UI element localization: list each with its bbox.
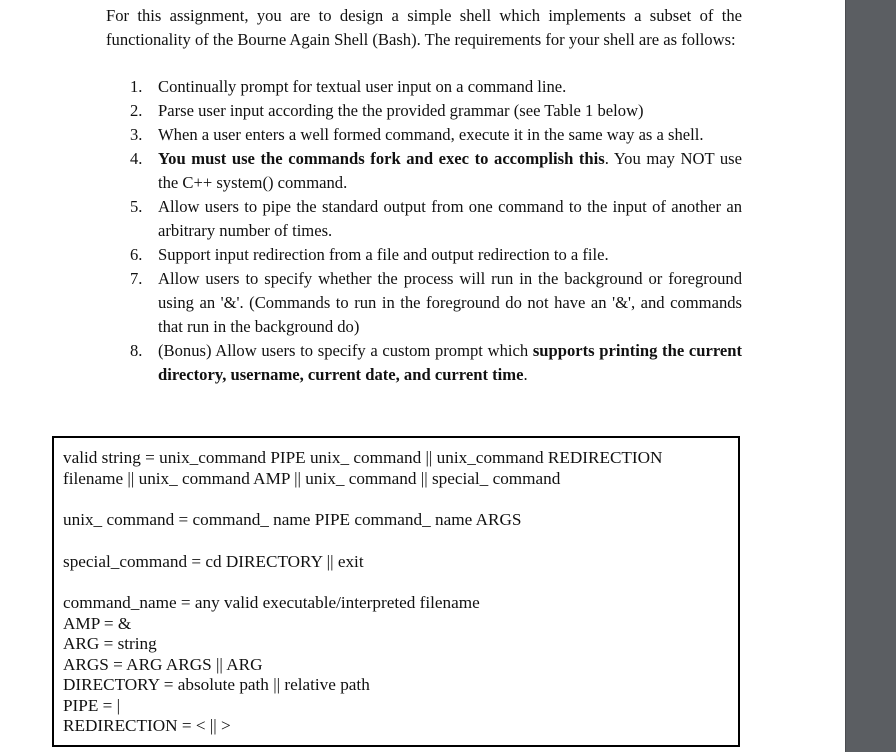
list-item	[130, 75, 742, 99]
list-text	[158, 339, 742, 387]
list-item	[130, 99, 742, 123]
requirements-list	[130, 75, 742, 387]
list-item	[130, 147, 742, 195]
grammar-line: AMP = &	[63, 613, 132, 633]
grammar-line: unix_ command = command_ name PIPE command_ name ARGS	[63, 510, 522, 529]
grammar-line: PIPE = |	[63, 695, 121, 715]
list-item	[130, 123, 742, 147]
list-text: Allow users to specify whether the process will run in the background or foreground using an '&'. (Commands to run in the foreground do not have an '&', and commands that run in the background do)	[158, 269, 742, 336]
grammar-line: REDIRECTION = < || >	[63, 716, 231, 735]
list-plain-text: (Bonus) Allow users to specify a custom prompt which	[158, 341, 533, 360]
list-number: 4.	[130, 149, 143, 168]
grammar-line: filename || unix_ command AMP || unix_ command || special_ command	[63, 468, 561, 488]
list-bold-text: You must use the commands fork and exec to accomplish this	[158, 149, 605, 168]
list-item	[130, 267, 742, 339]
list-number: 7.	[130, 269, 143, 288]
grammar-table	[52, 436, 740, 747]
list-text	[158, 147, 742, 195]
grammar-line: DIRECTORY = absolute path || relative path	[63, 675, 370, 694]
list-text: Support input redirection from a file and output redirection to a file.	[158, 245, 609, 264]
list-number: 3.	[130, 125, 143, 144]
list-number: 8.	[130, 341, 143, 360]
list-text: Allow users to pipe the standard output from one command to the input of another an arbitrary number of times.	[158, 197, 742, 240]
list-text: Parse user input according the the provided grammar (see Table 1 below)	[158, 101, 644, 120]
list-item	[130, 339, 742, 387]
grammar-line: valid string = unix_command PIPE unix_ command || unix_command REDIRECTION	[63, 448, 663, 467]
list-text: When a user enters a well formed command, execute it in the same way as a shell.	[158, 125, 704, 144]
list-item	[130, 195, 742, 243]
list-number: 6.	[130, 245, 143, 264]
grammar-line: ARG = string	[63, 634, 157, 653]
list-tail-text: .	[523, 365, 528, 384]
grammar-line: ARGS = ARG ARGS || ARG	[63, 654, 263, 674]
list-plain-text: . You may NOT use the C++ system() command.	[158, 149, 742, 192]
list-item	[130, 243, 742, 267]
list-number: 2.	[130, 101, 143, 120]
list-bold-text: supports printing the current directory, username, current date, and current time	[158, 341, 742, 384]
grammar-line: special_command = cd DIRECTORY || exit	[63, 551, 364, 571]
intro-paragraph: For this assignment, you are to design a simple shell which implements a subset of the functionality of the Bourne Again Shell (Bash). The requirements for your shell are as follows:	[106, 6, 742, 49]
list-number: 1.	[130, 77, 143, 96]
list-number: 5.	[130, 197, 143, 216]
grammar-line: command_name = any valid executable/interpreted filename	[63, 593, 480, 612]
list-text: Continually prompt for textual user input on a command line.	[158, 77, 567, 96]
viewer-background-gutter	[845, 0, 896, 752]
